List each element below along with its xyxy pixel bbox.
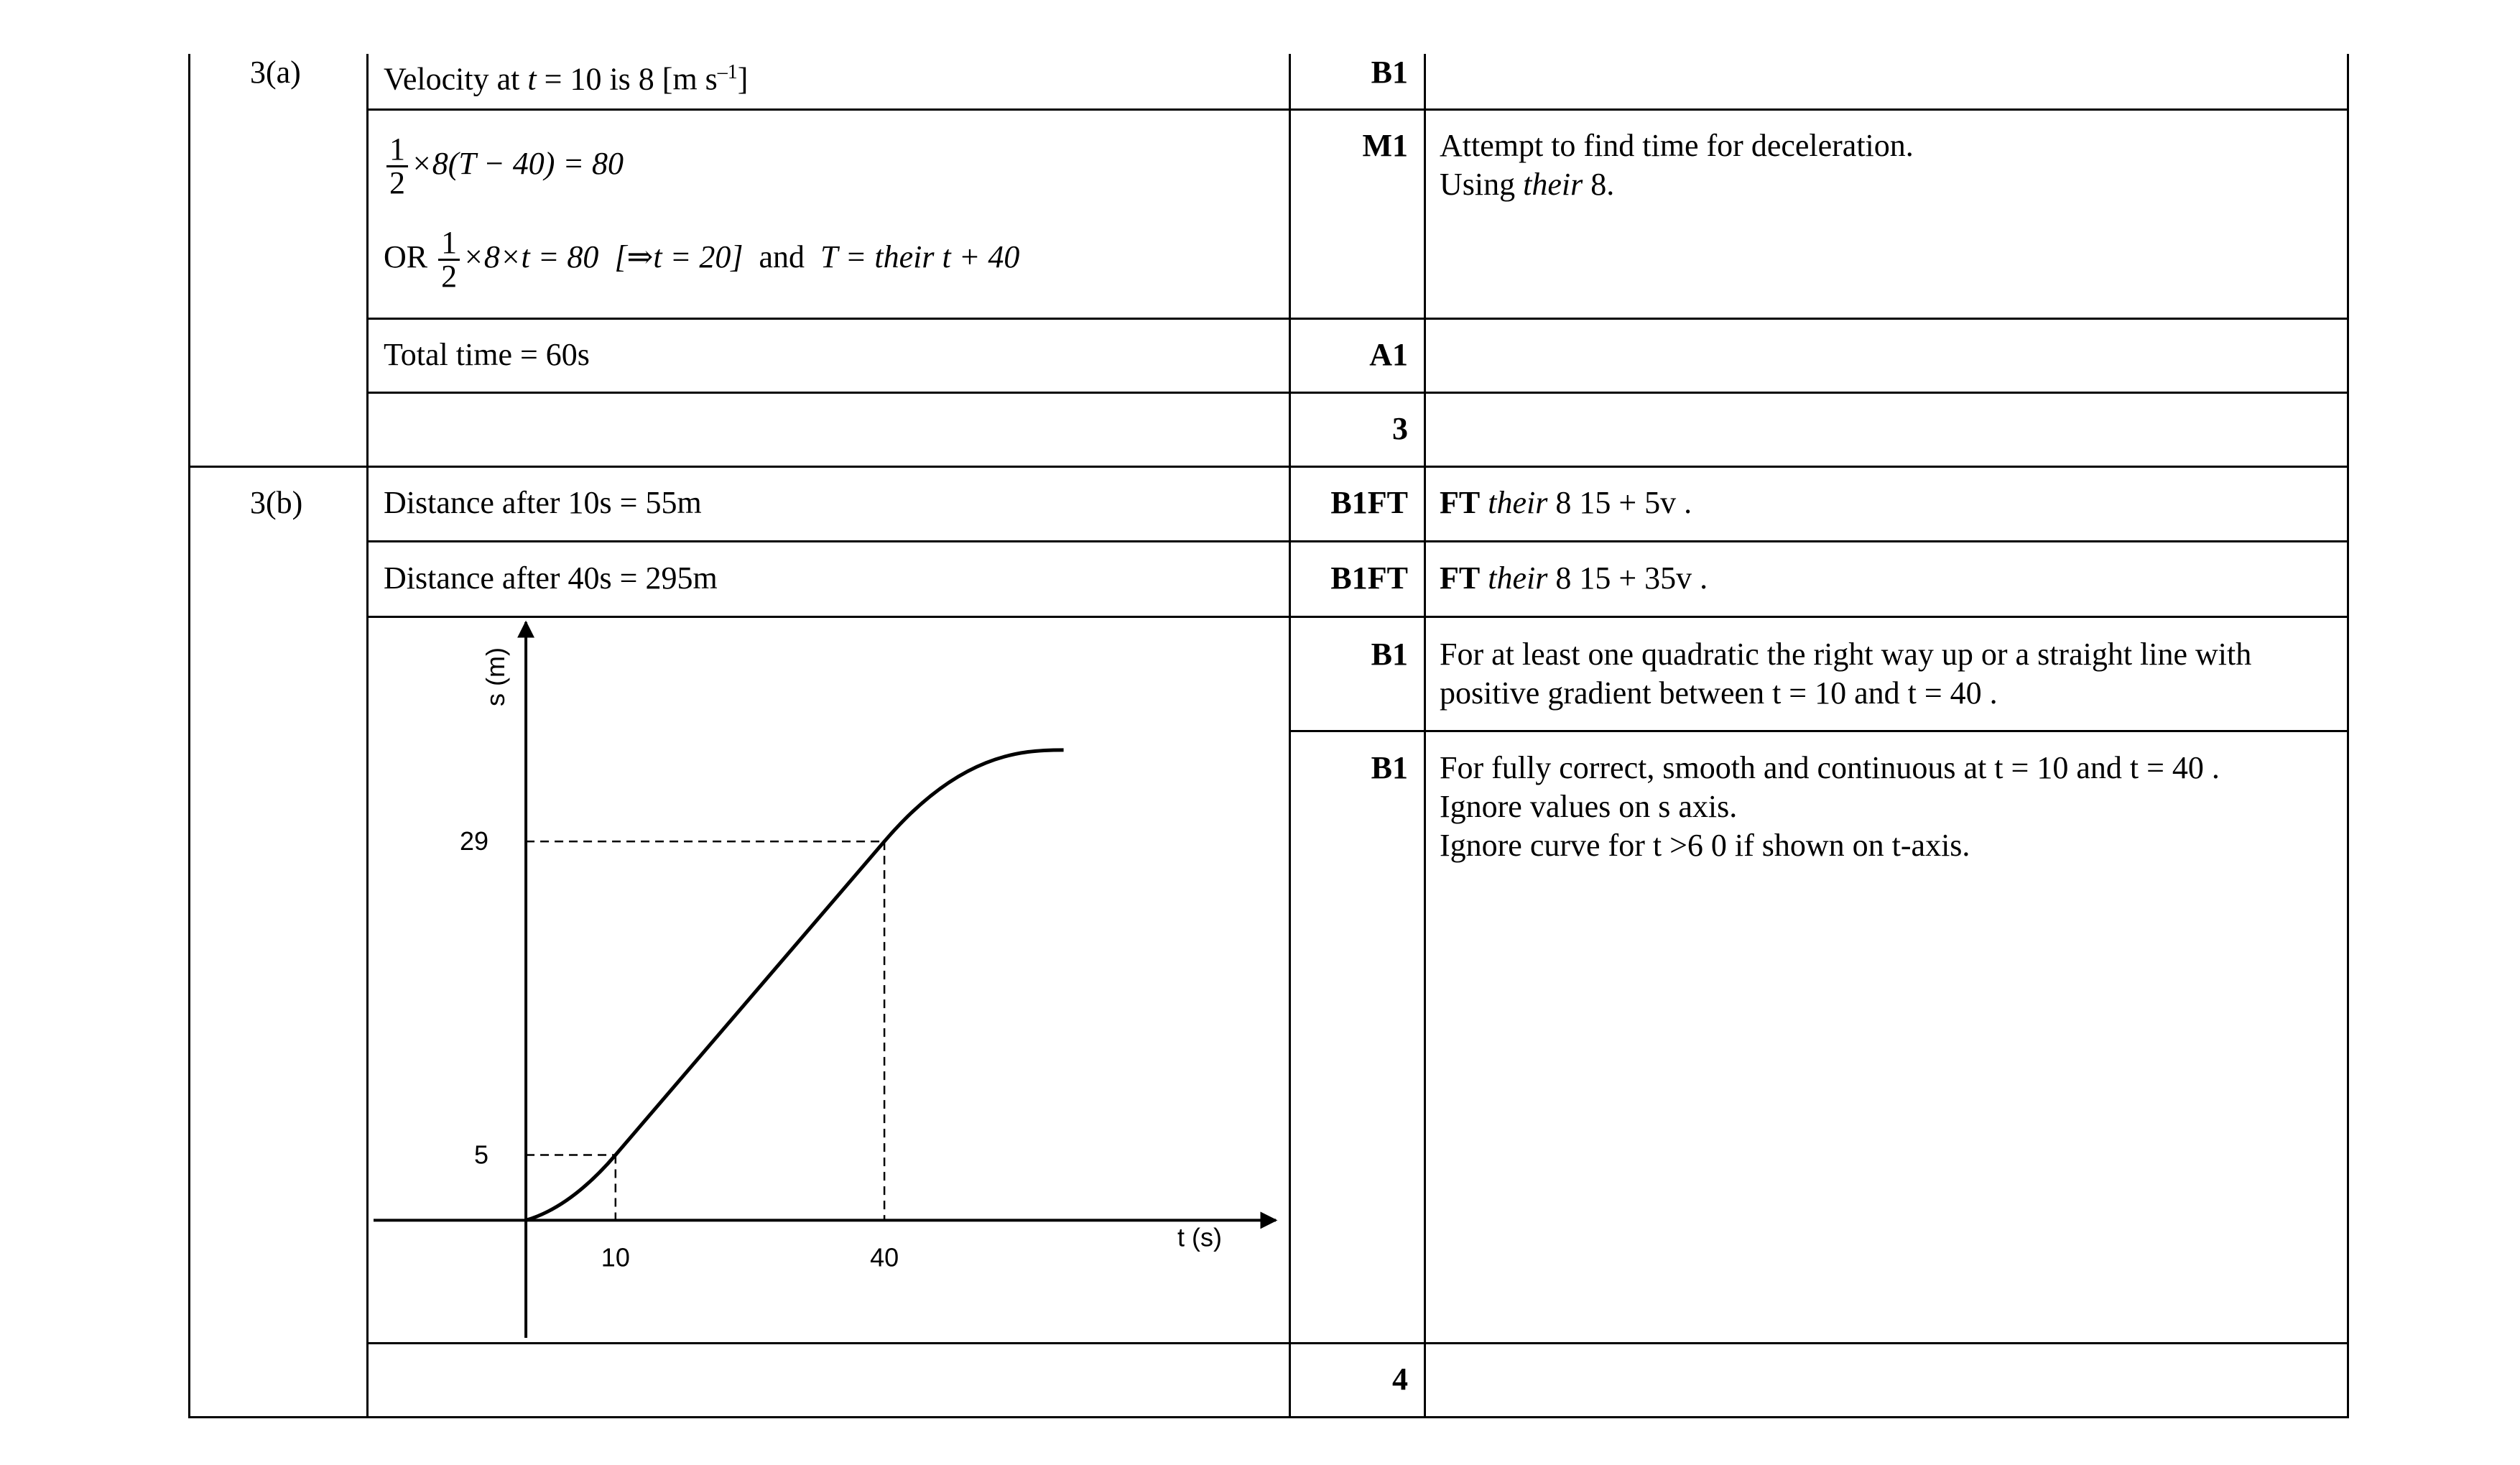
answer-total-time: Total time = 60s [384,337,590,372]
y-axis-label: s (m) [481,647,511,706]
question-label-3a: 3(a) [250,55,301,90]
guidance-bold: FT [1440,485,1481,520]
mark-b1: B1 [1371,637,1408,672]
displacement-time-sketch [374,619,1279,1338]
guidance-deceleration-line2 [1440,165,1614,204]
fraction-half [438,225,460,295]
rule [366,616,2349,618]
answer-text: Velocity at [384,61,528,97]
rule [366,54,369,1418]
guidance-emphasis: their [1488,560,1548,596]
rule [1424,54,1426,1418]
fraction-numerator: 1 [438,227,460,261]
y-tick-label: 29 [460,826,489,856]
guidance-emphasis: their [1488,485,1548,520]
chart-axes [374,622,1276,1338]
mark-a1: A1 [1369,337,1408,372]
chart-guides [526,841,884,1220]
rule [366,540,2349,542]
answer-distance-10: Distance after 10s = 55m [384,485,702,520]
guidance-smooth-line1: For fully correct, smooth and continuous at t = 10 and t = 40 . [1440,750,2220,785]
guidance-text: Using [1440,167,1524,202]
guidance-text: 8 15 + 5v . [1547,485,1692,520]
y-tick-label: 5 [474,1140,489,1170]
mark-b1ft: B1FT [1330,485,1408,520]
rule [366,1342,2349,1344]
part-total-3a: 3 [1392,411,1408,446]
rule [188,1416,2349,1418]
answer-distance-40: Distance after 40s = 295m [384,560,718,596]
question-label-3b: 3(b) [250,485,303,520]
rule [366,108,2349,111]
guidance-deceleration-line1: Attempt to find time for deceleration. [1440,128,1914,163]
and-text: and [759,239,805,274]
rule [2347,54,2349,1418]
rule [366,318,2349,320]
x-tick-label: 40 [870,1242,899,1272]
x-axis-label: t (s) [1177,1222,1222,1252]
answer-velocity [384,53,748,99]
guidance-bold: FT [1440,560,1481,596]
answer-text: = 10 is 8 [m s [536,61,718,97]
mark-b1: B1 [1371,750,1408,785]
equation-text: ×8(T − 40) = 80 [411,146,624,181]
variable-t: t [527,61,537,97]
guidance-emphasis: their [1523,167,1583,202]
rule [366,392,2349,394]
guidance-quadratic-line1: For at least one quadratic the right way up or a straight line with [1440,637,2252,672]
guidance-smooth-line2: Ignore values on s axis. [1440,789,1738,824]
chart-series [526,750,1064,1221]
guidance-ft-2 [1440,559,1708,598]
mark-m1: M1 [1362,128,1408,163]
mark-b1ft: B1FT [1330,560,1408,596]
rule [188,466,2349,468]
chart-labels [460,647,1222,1272]
answer-text: ] [737,61,749,97]
fraction-denominator: 2 [389,165,405,201]
rule [188,54,190,1418]
answer-deceleration-line2 [384,221,1019,293]
mark-b1: B1 [1371,55,1408,90]
fraction-numerator: 1 [386,134,408,167]
bracket-expression: [⇒t = 20] [614,239,744,274]
rule [1289,730,2349,732]
part-total-3b: 4 [1392,1362,1408,1397]
displacement-curve [526,750,1064,1221]
guidance-ft-1 [1440,484,1692,522]
guidance-quadratic-line2: positive gradient between t = 10 and t = 40 . [1440,675,1998,711]
equation-text: T = their t + 40 [820,239,1020,274]
x-tick-label: 10 [601,1242,630,1272]
rule [1289,54,1291,1418]
guidance-smooth-line3: Ignore curve for t >6 0 if shown on t-axis. [1440,828,1970,863]
or-text: OR [384,239,428,274]
unit-exponent: –1 [717,61,738,83]
equation-text: ×8×t = 80 [463,239,599,274]
fraction-half [386,131,408,201]
answer-deceleration-line1 [384,128,624,200]
guidance-text: 8 15 + 35v . [1547,560,1708,596]
guidance-text: 8. [1583,167,1615,202]
fraction-denominator: 2 [441,259,458,295]
